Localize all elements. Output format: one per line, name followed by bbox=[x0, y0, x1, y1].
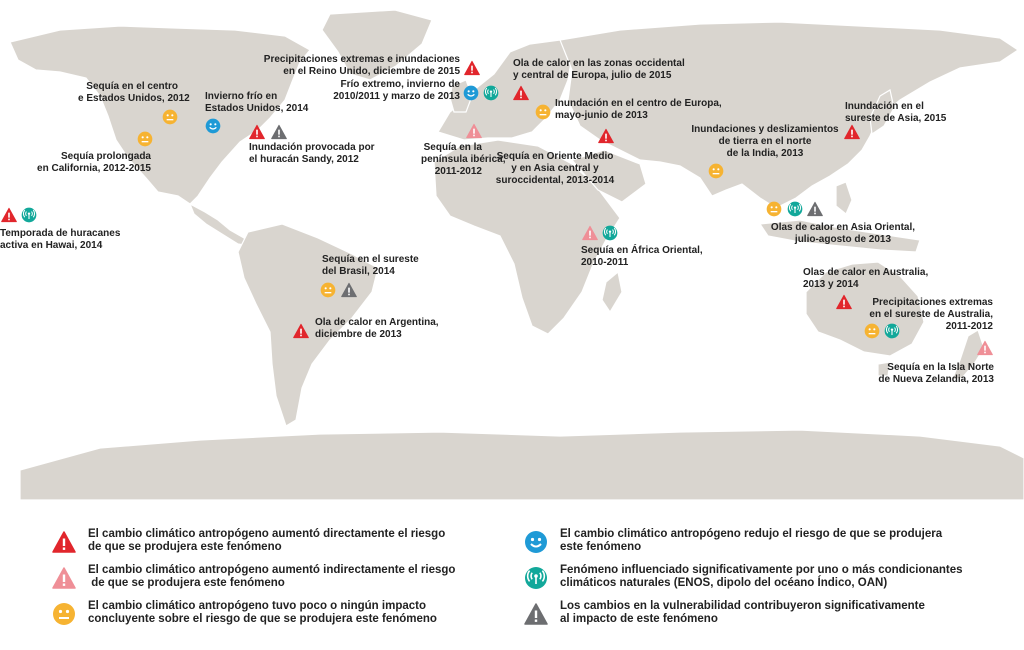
event-label: Olas de calor en Asia Oriental, julio-agosto de 2013 bbox=[770, 222, 916, 245]
legend-label: El cambio climático antropógeno tuvo poco o ningún impacto concluyente sobre el riesgo de que se produjera este fenómeno bbox=[88, 600, 437, 625]
indirect-increase-warning-icon bbox=[582, 225, 598, 241]
indirect-increase-warning-icon bbox=[52, 566, 76, 590]
event-label: Sequía en la Isla Norte de Nueva Zelandia, 2013 bbox=[878, 362, 994, 385]
vulnerability-warning-icon bbox=[271, 124, 287, 140]
direct-increase-warning-icon bbox=[844, 124, 860, 140]
direct-increase-warning-icon bbox=[836, 294, 852, 310]
vulnerability-warning-icon bbox=[524, 602, 548, 626]
legend-label: Los cambios en la vulnerabilidad contribuyeron significativamente al impacto de este fenómeno bbox=[560, 600, 925, 625]
neutral-face-icon bbox=[535, 104, 551, 120]
neutral-face-icon bbox=[52, 602, 76, 626]
legend-item bbox=[52, 564, 455, 590]
event-label: Ola de calor en Argentina, diciembre de 2013 bbox=[315, 317, 439, 340]
event-label: Sequía en Oriente Medio y en Asia central y suroccidental, 2013-2014 bbox=[495, 151, 615, 186]
legend-item bbox=[52, 528, 445, 554]
legend-item bbox=[524, 528, 942, 554]
event-label: Invierno frío en Estados Unidos, 2014 bbox=[205, 91, 309, 114]
direct-increase-warning-icon bbox=[293, 323, 309, 339]
event-label: Frío extremo, invierno de 2010/2011 y marzo de 2013 bbox=[333, 79, 460, 102]
indirect-increase-warning-icon bbox=[466, 123, 482, 139]
direct-increase-warning-icon bbox=[52, 530, 76, 554]
smiley-face-icon bbox=[524, 530, 548, 554]
north-america-landmass bbox=[10, 26, 310, 204]
natural-driver-icon bbox=[524, 566, 548, 590]
event-label: Olas de calor en Australia, 2013 y 2014 bbox=[803, 267, 929, 290]
event-label: Sequía en África Oriental, 2010-2011 bbox=[581, 245, 703, 268]
legend-label: El cambio climático antropógeno aumentó indirectamente el riesgo de que se produjera este fenómeno bbox=[88, 564, 456, 589]
legend-item bbox=[524, 564, 963, 590]
natural-driver-icon bbox=[483, 85, 499, 101]
vulnerability-warning-icon bbox=[807, 201, 823, 217]
legend bbox=[0, 500, 1024, 650]
event-label: Inundación provocada por el huracán Sandy, 2012 bbox=[249, 142, 375, 165]
madagascar-landmass bbox=[602, 272, 622, 312]
neutral-face-icon bbox=[162, 109, 178, 125]
event-label: Sequía en la península 2011-2012 bbox=[421, 142, 482, 177]
smiley-face-icon bbox=[463, 85, 479, 101]
natural-driver-icon bbox=[884, 323, 900, 339]
event-label: Precipitaciones extremas en el sureste de Australia, 2011-2012 bbox=[869, 297, 993, 332]
legend-label: El cambio climático antropógeno aumentó directamente el riesgo de que se produjera este fenómeno bbox=[88, 528, 446, 553]
neutral-face-icon bbox=[766, 201, 782, 217]
philippines-landmass bbox=[836, 182, 852, 214]
antarctica-landmass bbox=[20, 430, 1024, 500]
event-label: Inundación en el sureste de Asia, 2015 bbox=[845, 101, 947, 124]
natural-driver-icon bbox=[787, 201, 803, 217]
legend-label: Fenómeno influenciado significativamente por uno o más condicionantes climáticos naturales (ENOS, dipolo del océano Índico, OAN) bbox=[560, 564, 963, 589]
event-label: Sequía en el sureste del Brasil, 2014 bbox=[322, 254, 419, 277]
natural-driver-icon bbox=[21, 207, 37, 223]
neutral-face-icon bbox=[864, 323, 880, 339]
direct-increase-warning-icon bbox=[464, 60, 480, 76]
event-label: Sequía en el centro e Estados Unidos, bbox=[78, 81, 178, 104]
event-label: Precipitaciones extremas e inundaciones en el Reino Unido, diciembre de 2015 bbox=[263, 54, 460, 77]
event-label: Inundaciones y deslizamientos de tierra en el norte de la India, 2013 bbox=[691, 124, 839, 159]
vulnerability-warning-icon bbox=[341, 282, 357, 298]
neutral-face-icon bbox=[137, 131, 153, 147]
central-america-landmass bbox=[190, 204, 250, 246]
legend-label: El cambio climático antropógeno redujo el riesgo de que se produjera este fenómeno bbox=[560, 528, 943, 553]
smiley-face-icon bbox=[205, 118, 221, 134]
event-label: Ola de calor en las zonas occidental y central de Europa, julio de 2015 bbox=[513, 58, 685, 81]
indirect-increase-warning-icon bbox=[977, 340, 993, 356]
event-label: Sequía prolongada en California, 2012-2015 bbox=[37, 151, 151, 174]
legend-item bbox=[52, 600, 437, 626]
neutral-face-icon bbox=[708, 163, 724, 179]
event-label: Inundación en el centro de Europa, mayo-junio de 2013 bbox=[555, 98, 722, 121]
direct-increase-warning-icon bbox=[598, 128, 614, 144]
direct-increase-warning-icon bbox=[1, 207, 17, 223]
direct-increase-warning-icon bbox=[249, 124, 265, 140]
neutral-face-icon bbox=[320, 282, 336, 298]
direct-increase-warning-icon bbox=[513, 85, 529, 101]
event-label: Temporada de huracanes activa en Hawai, 2014 bbox=[0, 228, 121, 251]
legend-item bbox=[524, 600, 925, 626]
natural-driver-icon bbox=[602, 225, 618, 241]
